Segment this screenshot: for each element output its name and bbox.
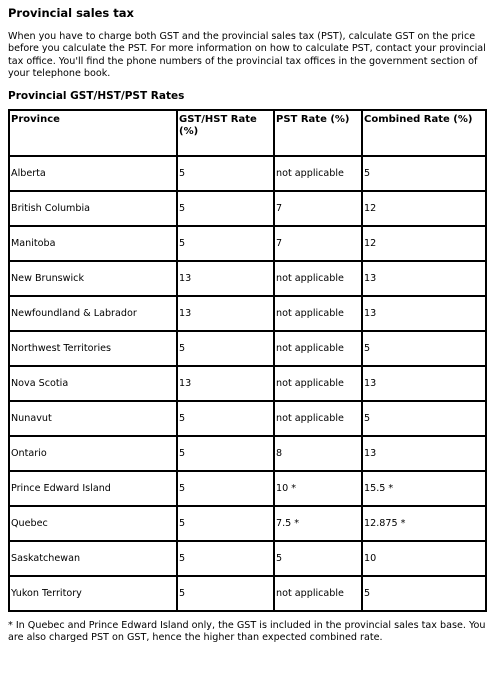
cell-province: British Columbia (9, 191, 177, 226)
cell-province: Northwest Territories (9, 331, 177, 366)
cell-gst-hst-rate: 13 (177, 366, 274, 401)
cell-combined-rate: 13 (362, 261, 486, 296)
cell-gst-hst-rate: 13 (177, 296, 274, 331)
cell-pst-rate: 5 (274, 541, 362, 576)
cell-gst-hst-rate: 5 (177, 436, 274, 471)
cell-province: Nova Scotia (9, 366, 177, 401)
cell-province: New Brunswick (9, 261, 177, 296)
cell-gst-hst-rate: 5 (177, 191, 274, 226)
cell-gst-hst-rate: 5 (177, 576, 274, 611)
footnote: * In Quebec and Prince Edward Island only, the GST is included in the provincial sales tax base. You are also charged PST on GST, hence the higher than expected combined rate. (8, 619, 486, 644)
cell-combined-rate: 12 (362, 191, 486, 226)
table-row (9, 366, 486, 401)
cell-pst-rate: not applicable (274, 331, 362, 366)
cell-province: Ontario (9, 436, 177, 471)
cell-pst-rate: not applicable (274, 296, 362, 331)
table-row (9, 401, 486, 436)
cell-province: Manitoba (9, 226, 177, 261)
cell-combined-rate: 5 (362, 401, 486, 436)
cell-pst-rate: 7.5 * (274, 506, 362, 541)
table-row (9, 506, 486, 541)
cell-pst-rate: not applicable (274, 156, 362, 191)
cell-combined-rate: 5 (362, 331, 486, 366)
cell-gst-hst-rate: 5 (177, 541, 274, 576)
cell-pst-rate: 10 * (274, 471, 362, 506)
cell-combined-rate: 13 (362, 296, 486, 331)
table-row (9, 296, 486, 331)
cell-gst-hst-rate: 5 (177, 226, 274, 261)
table-title: Provincial GST/HST/PST Rates (8, 89, 185, 102)
cell-combined-rate: 5 (362, 576, 486, 611)
cell-province: Alberta (9, 156, 177, 191)
cell-pst-rate: not applicable (274, 576, 362, 611)
table-row (9, 261, 486, 296)
table-row (9, 226, 486, 261)
cell-combined-rate: 15.5 * (362, 471, 486, 506)
cell-pst-rate: not applicable (274, 401, 362, 436)
table-row (9, 541, 486, 576)
cell-province: Newfoundland & Labrador (9, 296, 177, 331)
cell-combined-rate: 13 (362, 366, 486, 401)
table-row (9, 436, 486, 471)
cell-pst-rate: 7 (274, 191, 362, 226)
cell-gst-hst-rate: 13 (177, 261, 274, 296)
cell-province: Nunavut (9, 401, 177, 436)
cell-province: Yukon Territory (9, 576, 177, 611)
table-row (9, 191, 486, 226)
header-gst-hst-rate: GST/HST Rate (%) (177, 110, 274, 156)
cell-gst-hst-rate: 5 (177, 471, 274, 506)
cell-combined-rate: 12.875 * (362, 506, 486, 541)
rates-table (8, 109, 487, 612)
cell-gst-hst-rate: 5 (177, 331, 274, 366)
table-body (9, 156, 486, 611)
section-title: Provincial sales tax (8, 6, 134, 20)
cell-pst-rate: 8 (274, 436, 362, 471)
intro-paragraph: When you have to charge both GST and the provincial sales tax (PST), calculate GST on the price before you calculate the PST. For more information on how to calculate PST, contact your provincial tax office. You'll find the phone numbers of the provincial tax offices in the government section of your telephone book. (8, 31, 486, 80)
cell-province: Quebec (9, 506, 177, 541)
table-row (9, 576, 486, 611)
cell-combined-rate: 10 (362, 541, 486, 576)
table-header-row (9, 110, 486, 156)
cell-province: Prince Edward Island (9, 471, 177, 506)
cell-pst-rate: not applicable (274, 366, 362, 401)
header-province: Province (9, 110, 177, 156)
table-row (9, 156, 486, 191)
cell-gst-hst-rate: 5 (177, 506, 274, 541)
header-combined-rate: Combined Rate (%) (362, 110, 486, 156)
cell-gst-hst-rate: 5 (177, 156, 274, 191)
table-row (9, 331, 486, 366)
cell-combined-rate: 12 (362, 226, 486, 261)
cell-gst-hst-rate: 5 (177, 401, 274, 436)
header-pst-rate: PST Rate (%) (274, 110, 362, 156)
cell-pst-rate: not applicable (274, 261, 362, 296)
cell-pst-rate: 7 (274, 226, 362, 261)
cell-province: Saskatchewan (9, 541, 177, 576)
table-row (9, 471, 486, 506)
cell-combined-rate: 5 (362, 156, 486, 191)
cell-combined-rate: 13 (362, 436, 486, 471)
